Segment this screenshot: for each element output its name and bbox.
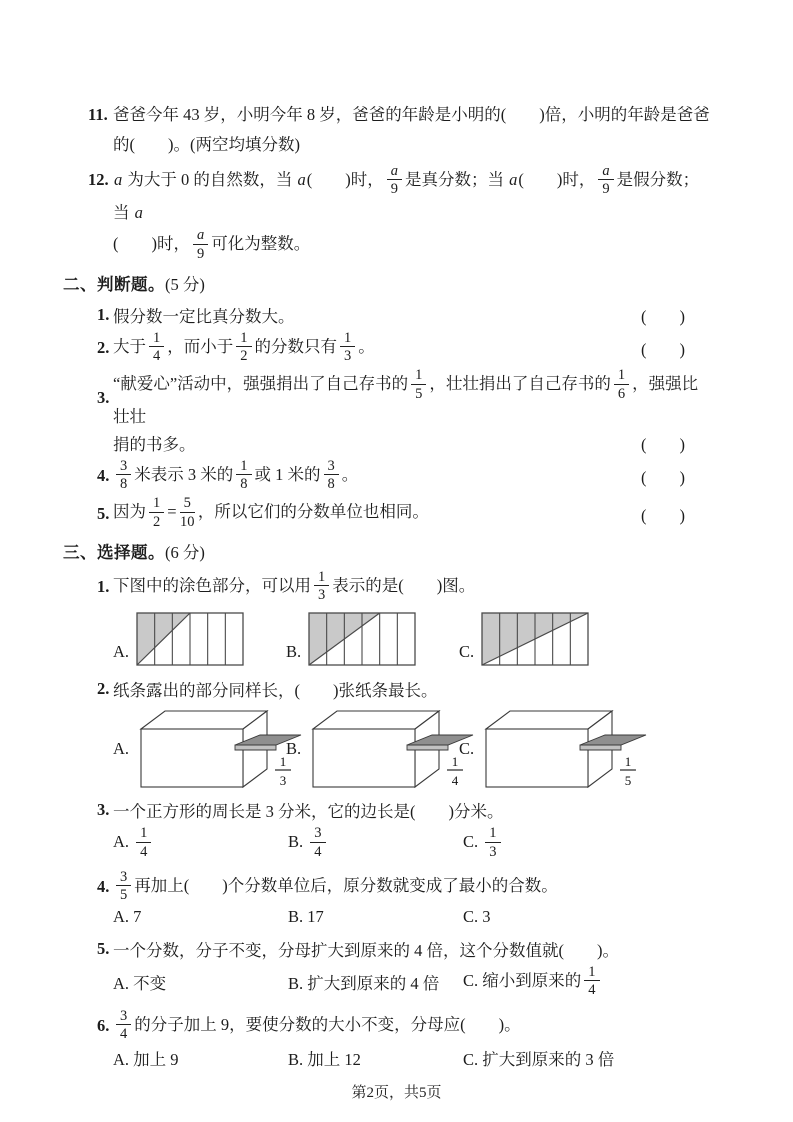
choice-6-options — [63, 1046, 713, 1070]
option-a: A. $\frac{1}{4}$ — [113, 826, 288, 860]
item-text: 一个正方形的周长是 3 分米，它的边长是( )分米。 — [113, 802, 504, 822]
option-b: B. 扩大到原来的 4 倍 — [288, 974, 440, 994]
choice-item-2 — [63, 676, 713, 702]
item-number: 1. — [97, 577, 110, 597]
option-c: C. 缩小到原来的 $\frac{1}{4}$ — [463, 965, 713, 999]
page-footer: 第2页，共5页 — [351, 1085, 442, 1101]
choice-5-options — [63, 965, 713, 999]
svg-text:5: 5 — [624, 773, 632, 789]
option-a: A. 加上 9 — [113, 1050, 179, 1070]
figure-option-a — [113, 705, 286, 793]
answer-bracket: ( ) — [641, 434, 685, 454]
judge-item-5 — [63, 496, 713, 530]
section-judge-header — [63, 273, 713, 297]
svg-text:4: 4 — [451, 773, 459, 789]
item-text-continued: 捐的书多。 — [113, 434, 196, 454]
item-number: 4. — [97, 876, 110, 896]
answer-bracket: ( ) — [641, 340, 685, 360]
section-title: 二、判断题。 — [63, 274, 165, 294]
choice-3-options — [63, 826, 713, 860]
svg-text:3: 3 — [279, 773, 287, 789]
item-number: 5. — [97, 503, 110, 523]
section-score: (5 分) — [165, 274, 205, 294]
item-text: 下图中的涂色部分，可以用 $\frac{1}{3}$ 表示的是( )图。 — [113, 568, 476, 604]
figure-label: C. — [459, 642, 475, 662]
question-text-continued: 的( )。(两空均填分数) — [113, 135, 300, 154]
choice-4-options — [63, 907, 713, 927]
item-number: 3. — [97, 800, 110, 820]
choice-item-5 — [63, 936, 713, 962]
shaded-strips-figure — [481, 612, 589, 666]
option-b: B. $\frac{3}{4}$ — [288, 826, 463, 860]
paper-box-figure — [133, 705, 309, 793]
item-number: 5. — [97, 939, 110, 959]
section-choice-header — [63, 541, 713, 565]
judge-item-2 — [63, 331, 713, 365]
option-b: B. 17 — [288, 907, 324, 927]
figure-option-b — [286, 705, 459, 793]
answer-bracket: ( ) — [641, 468, 685, 488]
svg-text:1: 1 — [451, 754, 459, 770]
figure-label: A. — [113, 739, 130, 759]
question-text-continued: ( )时， $\frac{a}{9}$ 可化为整数。 — [113, 227, 311, 262]
option-c: C. 扩大到原来的 3 倍 — [463, 1050, 615, 1070]
item-text: 因为 $\frac{1}{2}$ = $\frac{5}{10}$ ，所以它们的分数单位也相同。 — [113, 495, 429, 530]
figure-option-c — [459, 705, 632, 793]
item-text: $\frac{3}{8}$ 米表示 3 米的 $\frac{1}{8}$ 或 1 米的 $\frac{3}{8}$ 。 — [113, 459, 641, 493]
question-text: 爸爸今年 43 岁，小明今年 8 岁，爸爸的年龄是小明的( )倍，小明的年龄是爸爸 — [113, 105, 710, 124]
answer-bracket: ( ) — [641, 505, 685, 525]
item-text: 纸条露出的部分同样长，( )张纸条最长。 — [113, 681, 438, 701]
question-number: 12. — [88, 170, 109, 190]
item-text: 一个分数，分子不变，分母扩大到原来的 4 倍，这个分数值就( )。 — [113, 941, 619, 961]
choice-2-figures — [63, 705, 713, 793]
paper-box-figure — [478, 705, 654, 793]
option-c: C. $\frac{1}{3}$ — [463, 826, 713, 860]
shaded-strips-figure — [308, 612, 416, 666]
figure-option-c — [459, 612, 632, 666]
figure-label: B. — [286, 642, 302, 662]
svg-text:1: 1 — [279, 754, 287, 770]
item-text: 大于 $\frac{1}{4}$ ，而小于 $\frac{1}{2}$ 的分数只有 $\frac{1}{3}$ 。 — [113, 329, 375, 365]
choice-1-figures — [63, 612, 713, 666]
item-text: “献爱心”活动中，强强捐出了自己存书的 $\frac{1}{5}$ ，壮壮捐出了自己存书的 $\frac{1}{6}$ ，强强比壮壮 — [113, 367, 699, 426]
item-text: 假分数一定比真分数大。 — [113, 306, 295, 326]
figure-label: B. — [286, 739, 302, 759]
item-number: 4. — [97, 466, 110, 486]
item-number: 1. — [97, 304, 110, 324]
shaded-strips-figure — [136, 612, 244, 666]
choice-item-4 — [63, 870, 713, 904]
judge-item-1 — [63, 302, 713, 328]
section-title: 三、选择题。 — [63, 542, 165, 562]
option-a: A. 7 — [113, 907, 142, 927]
svg-text:1: 1 — [624, 754, 632, 770]
option-c: C. 3 — [463, 907, 491, 927]
paper-box-figure — [305, 705, 481, 793]
section-score: (6 分) — [165, 542, 205, 562]
item-text: $\frac{3}{4}$ 的分子加上 9，要使分数的大小不变，分母应( )。 — [113, 1009, 713, 1043]
item-number: 2. — [97, 338, 110, 358]
option-b: B. 加上 12 — [288, 1050, 361, 1070]
question-11 — [63, 100, 713, 160]
figure-label: C. — [459, 739, 475, 759]
figure-label: A. — [113, 642, 130, 662]
question-number: 11. — [88, 105, 108, 124]
question-12 — [63, 164, 713, 263]
choice-item-1 — [63, 570, 713, 604]
item-number: 6. — [97, 1015, 110, 1035]
judge-item-4 — [63, 459, 713, 493]
option-a: A. 不变 — [113, 974, 167, 994]
item-number: 3. — [97, 387, 110, 407]
item-number: 2. — [97, 679, 110, 699]
judge-item-3 — [63, 368, 713, 455]
figure-option-a — [113, 612, 286, 666]
answer-bracket: ( ) — [641, 306, 685, 326]
item-text: $\frac{3}{5}$ 再加上( )个分数单位后，原分数就变成了最小的合数。 — [113, 870, 713, 904]
choice-item-3 — [63, 797, 713, 823]
choice-item-6 — [63, 1009, 713, 1043]
question-text: a 为大于 0 的自然数，当 a( )时， $\frac{a}{9}$ 是真分数；当 a( )时， $\frac{a}{9}$ 是假分数；当 a — [113, 163, 700, 223]
figure-option-b — [286, 612, 459, 666]
